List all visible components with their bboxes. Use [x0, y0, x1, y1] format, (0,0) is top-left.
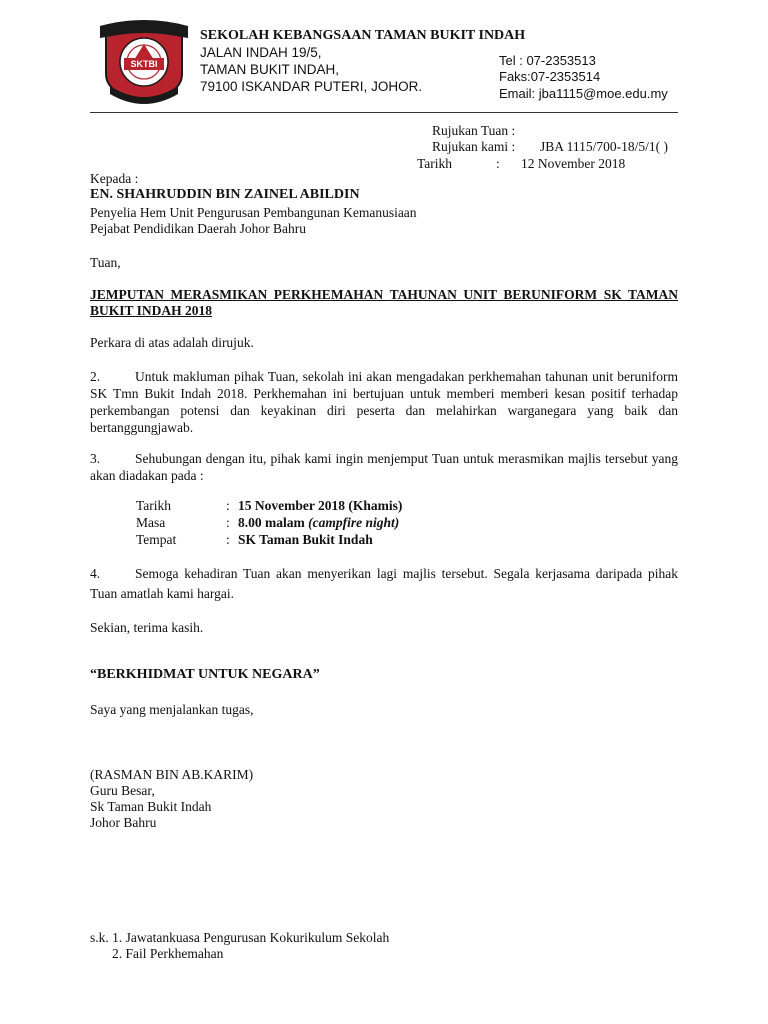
rujukan-kami-label: Rujukan kami : [432, 139, 516, 154]
event-colon-2: : [226, 515, 230, 530]
letter-subject: JEMPUTAN MERASMIKAN PERKHEMAHAN TAHUNAN UNIT BERUNIFORM SK TAMAN BUKIT INDAH 2018 [90, 287, 678, 318]
header-divider [90, 112, 678, 113]
rujukan-kami-value: JBA 1115/700-18/5/1( ) [540, 139, 668, 154]
paragraph-4-text: Semoga kehadiran Tuan akan menyerikan lagi majlis tersebut. Segala kerjasama daripada pihak Tuan amatlah kami hargai. [90, 566, 678, 601]
rujukan-tuan-label: Rujukan Tuan : [432, 123, 516, 138]
cc-item-2: 2. Fail Perkhemahan [112, 946, 224, 961]
intro-paragraph: Perkara di atas adalah dirujuk. [90, 335, 254, 350]
event-time-value: 8.00 malam [238, 515, 309, 530]
recipient-office: Pejabat Pendidikan Daerah Johor Bahru [90, 221, 306, 236]
signatory-school: Sk Taman Bukit Indah [90, 799, 212, 814]
recipient-name: EN. SHAHRUDDIN BIN ZAINEL ABILDIN [90, 187, 360, 202]
event-venue: SK Taman Bukit Indah [238, 532, 373, 547]
paragraph-3 [90, 450, 678, 484]
tarikh-label: Tarikh [417, 156, 453, 171]
cc-item-1: s.k. 1. Jawatankuasa Pengurusan Kokurikulum Sekolah [90, 930, 390, 945]
motto: “BERKHIDMAT UNTUK NEGARA” [90, 667, 320, 682]
signatory-city: Johor Bahru [90, 815, 157, 830]
closing-line: Sekian, terima kasih. [90, 620, 204, 635]
address-line-1: JALAN INDAH 19/5, [200, 45, 322, 60]
signature-line: Saya yang menjalankan tugas, [90, 702, 254, 717]
event-time [238, 515, 399, 531]
event-masa-label: Masa [136, 515, 166, 530]
event-date: 15 November 2018 (Khamis) [238, 498, 403, 513]
event-tempat-label: Tempat [136, 532, 177, 547]
event-colon-3: : [226, 532, 230, 547]
salutation: Tuan, [90, 255, 121, 270]
event-time-note: (campfire night) [308, 515, 400, 530]
address-line-3: 79100 ISKANDAR PUTERI, JOHOR. [200, 79, 423, 94]
event-tarikh-label: Tarikh [136, 498, 172, 513]
phone-number: Tel : 07-2353513 [499, 53, 596, 68]
paragraph-3-text: Sehubungan dengan itu, pihak kami ingin menjemput Tuan untuk merasmikan majlis tersebut yang akan diadakan pada : [90, 451, 678, 483]
paragraph-2 [90, 368, 678, 436]
address-line-2: TAMAN BUKIT INDAH, [200, 62, 340, 77]
event-colon-1: : [226, 498, 230, 513]
tarikh-colon: : [496, 156, 500, 171]
logo-text: SKTBI [130, 59, 158, 69]
email-address: Email: jba1115@moe.edu.my [499, 86, 668, 101]
paragraph-3-number: 3. [90, 451, 101, 466]
paragraph-2-text: Untuk makluman pihak Tuan, sekolah ini akan mengadakan perkhemahan tahunan unit beruniform SK Tmn Bukit Indah 2018. Perkhemahan ini bertujuan untuk memberi memberi kesan positif terhadap perkembangan potensi dan keyakinan diri peserta dan melahirkan warganegara yang baik dan bertanggungjawab. [90, 369, 678, 435]
fax-number: Faks:07-2353514 [499, 69, 601, 84]
paragraph-4 [90, 564, 678, 604]
school-name: SEKOLAH KEBANGSAAN TAMAN BUKIT INDAH [200, 28, 526, 43]
school-crest-logo [96, 16, 192, 104]
letter-date: 12 November 2018 [521, 156, 626, 171]
signatory-name: (RASMAN BIN AB.KARIM) [90, 767, 254, 782]
recipient-position: Penyelia Hem Unit Pengurusan Pembangunan Kemanusiaan [90, 205, 417, 220]
paragraph-4-number: 4. [90, 566, 101, 581]
paragraph-2-number: 2. [90, 369, 101, 384]
signatory-title: Guru Besar, [90, 783, 155, 798]
kepada-label: Kepada : [90, 171, 139, 186]
